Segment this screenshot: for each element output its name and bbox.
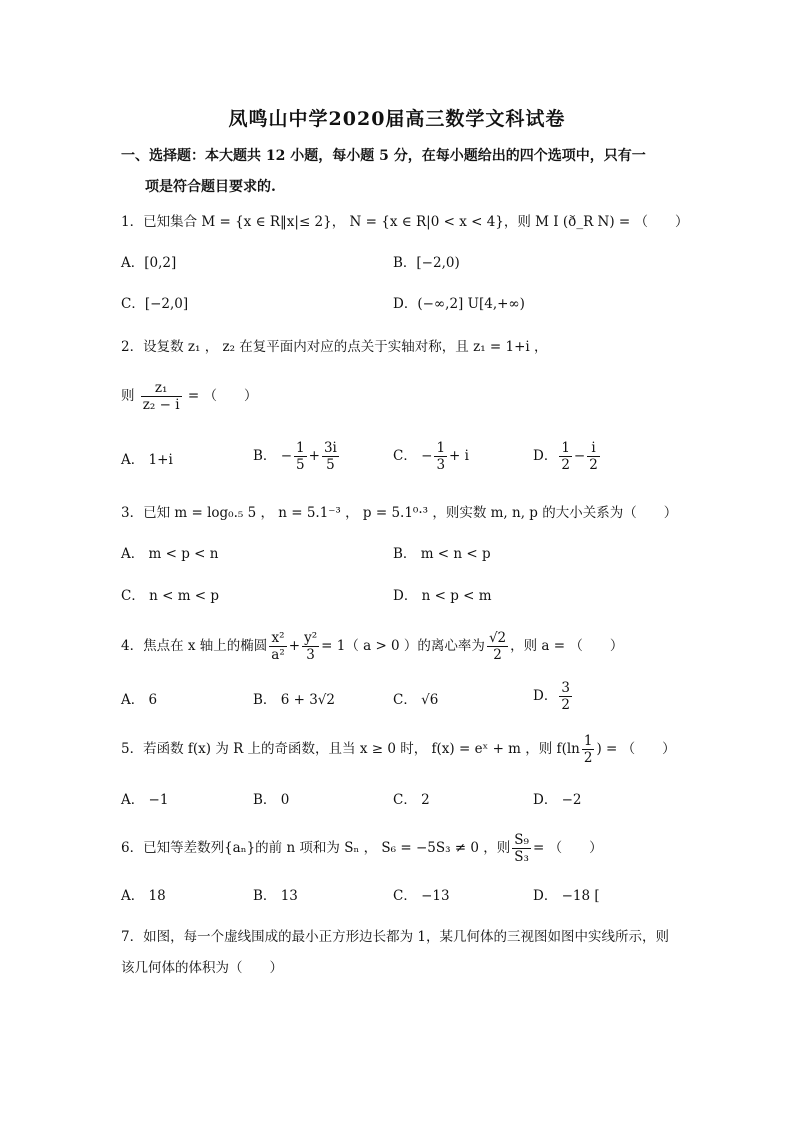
q6-part2: = （ ） <box>532 840 603 856</box>
q4-frac-e <box>487 630 508 663</box>
q5-option-d[interactable]: D． −2 <box>533 792 582 808</box>
q4-frac-x-den: a² <box>271 647 285 663</box>
q2-d-minus: − <box>573 448 586 464</box>
q2-b-frac2-den: 5 <box>326 457 335 473</box>
question-3-stem: 3．已知 m = log₀.₅ 5 ， n = 5.1⁻³ ， p = 5.1⁰·³ ，则实数 m, n, p 的大小关系为（ ） <box>121 505 678 521</box>
q5-option-a[interactable]: A． −1 <box>121 792 169 808</box>
q4-frac-y-num: y² <box>304 630 318 646</box>
q4-d-frac-den: 2 <box>561 697 570 713</box>
question-7-line1: 7．如图，每一个虚线围成的最小正方形边长都为 1，某几何体的三视图如图中实线所示，则 <box>121 929 669 945</box>
page-title: 凤鸣山中学2020届高三数学文科试卷 <box>228 108 566 130</box>
q2-c-frac-num: 1 <box>436 440 446 456</box>
question-5-stem <box>121 733 676 766</box>
q4-frac-y <box>302 630 319 663</box>
question-6-stem <box>121 832 603 865</box>
q4-frac-e-num: √2 <box>488 630 507 646</box>
q5-part1: 5．若函数 f(x) 为 R 上的奇函数，且当 x ≥ 0 时， f(x) = eˣ + m ，则 f <box>121 741 562 757</box>
q2-b-frac1-den: 5 <box>296 457 305 473</box>
question-2-stem: 2．设复数 z₁ ， z₂ 在复平面内对应的点关于实轴对称，且 z₁ = 1+i ， <box>121 339 548 355</box>
q4-frac-x-num: x² <box>269 630 286 647</box>
q5-frac <box>582 733 595 766</box>
q6-part1: 6．已知等差数列{aₙ}的前 n 项和为 Sₙ ， S₆ = −5S₃ ≠ 0 ，则 <box>121 840 511 856</box>
q3-option-a[interactable]: A． m < p < n <box>121 546 219 562</box>
q2-c-prefix: C． − <box>393 448 433 464</box>
q4-plus: + <box>288 638 301 654</box>
question-2-ask <box>121 380 257 413</box>
q2-c-suffix: + i <box>449 448 469 464</box>
q4-option-c[interactable]: C． √6 <box>393 692 439 708</box>
q3-option-d[interactable]: D． n < p < m <box>393 588 492 604</box>
q2-d-frac1-den: 2 <box>561 457 570 473</box>
q5-ln: (ln <box>561 741 580 757</box>
q4-option-b[interactable]: B． 6 + 3√2 <box>253 692 335 708</box>
q2-option-b[interactable] <box>253 440 341 473</box>
q5-option-c[interactable]: C． 2 <box>393 792 430 808</box>
q4-option-a[interactable]: A． 6 <box>121 692 158 708</box>
question-1-stem: 1．已知集合 M = {x ∈ R‖x|≤ 2}， N = {x ∈ R|0 < x < 4}，则 M I (ð_R N) = （ ） <box>121 214 689 230</box>
q4-d-frac <box>559 680 572 713</box>
q5-frac-den: 2 <box>583 750 593 766</box>
q1-option-d[interactable]: D．(−∞,2] U[4,+∞) <box>393 296 525 312</box>
q3-option-b[interactable]: B． m < n < p <box>393 546 491 562</box>
q6-frac-num: S₉ <box>514 832 529 848</box>
q2-d-frac1-num: 1 <box>561 440 570 456</box>
q1-option-a[interactable]: A．[0,2] <box>121 255 177 271</box>
q2-c-frac <box>434 440 447 473</box>
q4-frac-y-den: 3 <box>306 647 315 663</box>
question-4-stem <box>121 630 623 663</box>
q4-d-prefix: D． <box>533 688 558 704</box>
q6-option-d[interactable]: D． −18 [ <box>533 888 600 904</box>
section-heading-line1: 一、选择题：本大题共 12 小题，每小题 5 分，在每小题给出的四个选项中，只有一 <box>121 148 646 164</box>
q2-option-d[interactable] <box>533 440 602 473</box>
q2-ask-prefix: 则 <box>121 388 135 404</box>
question-7-line2: 该几何体的体积为（ ） <box>121 960 283 976</box>
q4-d-frac-num: 3 <box>561 680 570 696</box>
q4-option-d[interactable] <box>533 680 574 713</box>
q2-d-frac2-num: i <box>587 440 600 457</box>
q2-b-frac1-num: 1 <box>296 440 305 456</box>
q2-ask-suffix: = （ ） <box>187 388 258 404</box>
q6-option-c[interactable]: C． −13 <box>393 888 450 904</box>
q1-option-b[interactable]: B．[−2,0) <box>393 255 460 271</box>
q2-frac-den: z₂ − i <box>142 397 180 413</box>
q2-d-frac2 <box>587 440 600 473</box>
q2-b-frac2-num: 3i <box>323 440 337 456</box>
q2-option-c[interactable] <box>393 440 469 473</box>
q4-part1: 4．焦点在 x 轴上的椭圆 <box>121 638 268 654</box>
q6-option-a[interactable]: A． 18 <box>121 888 166 904</box>
q2-b-prefix: B． − <box>253 448 293 464</box>
q2-option-a[interactable]: A． 1+i <box>121 452 173 468</box>
q5-frac-num: 1 <box>583 733 593 749</box>
q3-option-c[interactable]: C． n < m < p <box>121 588 220 604</box>
q2-d-frac2-den: 2 <box>589 457 598 473</box>
section-heading-line2: 项是符合题目要求的. <box>145 179 276 195</box>
q4-part2: = 1（ a > 0 ）的离心率为 <box>321 638 485 654</box>
q2-frac-num: z₁ <box>141 380 182 397</box>
q2-b-frac2 <box>322 440 339 473</box>
q1-option-c[interactable]: C．[−2,0] <box>121 296 189 312</box>
q6-option-b[interactable]: B． 13 <box>253 888 298 904</box>
q6-frac <box>512 832 531 865</box>
q5-option-b[interactable]: B． 0 <box>253 792 290 808</box>
q2-b-plus: + <box>308 448 320 464</box>
q2-c-frac-den: 3 <box>436 457 446 473</box>
q4-frac-x <box>269 630 286 663</box>
q2-d-prefix: D． <box>533 448 558 464</box>
q2-b-frac1 <box>294 440 307 473</box>
q2-fraction <box>141 380 182 413</box>
q4-frac-e-den: 2 <box>493 647 502 663</box>
q2-d-frac1 <box>559 440 572 473</box>
q6-frac-den: S₃ <box>514 849 529 865</box>
q4-part3: ，则 a = （ ） <box>510 638 624 654</box>
q5-part2: ) = （ ） <box>596 741 676 757</box>
